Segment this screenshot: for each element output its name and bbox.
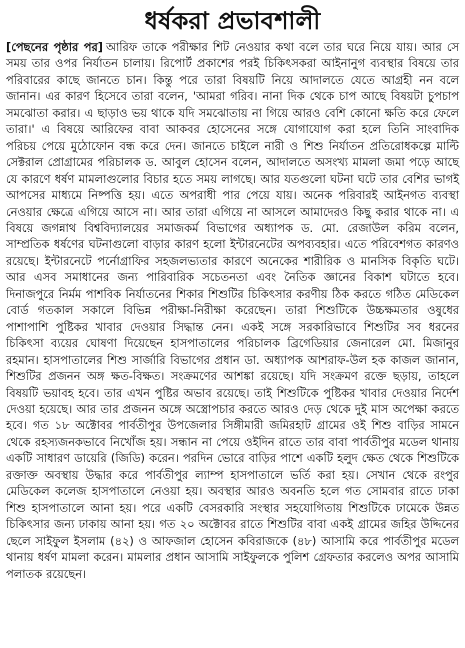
continued-from-tag: [পেছনের পৃষ্ঠার পর] <box>6 40 103 54</box>
article-body <box>6 39 459 582</box>
article-headline: ধর্ষকরা প্রভাবশালী <box>144 7 321 35</box>
article-body-text: আরিফ তাকে পরীক্ষার শিট নেওয়ার কথা বলে তার ঘরে নিয়ে যায়। আর সে সময় তার ওপর নির্যাতন চালায়। রিপোর্ট প্রকাশের পরই চিকিৎসকরা আইনানুগ ব্যবস্থার বিষয়ে তার পরিবারের কাছে জানতে চান। কিন্তু পরে তারা বিষয়টি নিয়ে আদালতে যেতে আগ্রহী নন বলে জানান। এর কারণ হিসেবে তারা বলেন, 'আমরা গরিব। নানা দিক থেকে চাপ আছে বিষয়টা চুপচাপ সমঝোতা করার। এ ছাড়াও ভয় থাকে যদি সমঝোতায় না গিয়ে আরও বেশি কোনো ক্ষতি করে ফেলে তারা।' এ বিষয়ে আরিফের বাবা আকবর হোসেনের সঙ্গে যোগাযোগ করা হলে তিনি সাংবাদিক পরিচয় পেয়ে মুঠোফোন বন্ধ করে দেন। জানতে চাইলে নারী ও শিশু নির্যাতন প্রতিরোধকল্পে মাল্টি সেক্টরাল প্রোগ্রামের পরিচালক ড. আবুল হোসেন বলেন, আদালতে অসংখ্য মামলা জমা পড়ে আছে যে কারণে ধর্ষণ মামলাগুলোর বিচার হতে সময় লাগছে। আর যতগুলো ঘটনা ঘটে তার বেশির ভাগই আপসের মাধ্যমে নিষ্পত্তি হয়। এতে অপরাধী পার পেয়ে যায়। অনেক পরিবারই আইনগত ব্যবস্থা নেওয়ার ক্ষেত্রে এগিয়ে আসে না। আর তারা এগিয়ে না আসলে আমাদেরও কিছু করার থাকে না। এ বিষয়ে জগন্নাথ বিশ্ববিদ্যালয়ের সমাজকর্ম বিভাগের অধ্যাপক ড. মো. রেজাউল করিম বলেন, সাম্প্রতিক ধর্ষণের ঘটনাগুলো বাড়ার কারণ হলো ইন্টারনেটের অপব্যবহার। এতে পরিবেশগত কারণও রয়েছে। ইন্টারনেটে পর্নোগ্রাফির সহজলভ্যতার কারণে অনেকের শারীরিক ও মানসিক বিকৃতি ঘটে। আর এসব সমাধানের জন্য পারিবারিক সচেতনতা এবং নৈতিক জ্ঞানের বিকাশ ঘটাতে হবে। দিনাজপুরে নির্মম পাশবিক নির্যাতনের শিকার শিশুটির চিকিৎসার করণীয় ঠিক করতে গঠিত মেডিকেল বোর্ড গতকাল সকালে বিভিন্ন পরীক্ষা-নিরীক্ষা করেছেন। তারা শিশুটিকে উচ্চক্ষমতার ওষুধের পাশাপাশি পুষ্টিকর খাবার দেওয়ার সিদ্ধান্ত নেন। একই সঙ্গে সরকারিভাবে শিশুটির সব ধরনের চিকিৎসা ব্যয়ের ঘোষণা দিয়েছেন হাসপাতালের পরিচালক ব্রিগেডিয়ার জেনারেল মো. মিজানুর রহমান। হাসপাতালের শিশু সার্জারি বিভাগের প্রধান ডা. অধ্যাপক আশরাফ-উল হক কাজল জানান, শিশুটির প্রজনন অঙ্গ ক্ষত-বিক্ষত। সংক্রমণের আশঙ্কা রয়েছে। যদি সংক্রমণ রক্তে ছড়ায়, তাহলে বিষয়টি ভয়াবহ হবে। তার এখন পুষ্টির অভাব রয়েছে। তাই শিশুটিকে পুষ্টিকর খাবার দেওয়ার নির্দেশ দেওয়া হয়েছে। আর তার প্রজনন অঙ্গে অস্ত্রোপচার করতে আরও দেড় থেকে দুই মাস অপেক্ষা করতে হবে। গত ১৮ অক্টোবর পার্বতীপুর উপজেলার সিঙ্গীমারী জমিরহাট গ্রামের ওই শিশু বাড়ির সামনে থেকে রহস্যজনকভাবে নিখোঁজ হয়। সন্ধান না পেয়ে ওইদিন রাতে তার বাবা পার্বতীপুর মডেল থানায় একটি সাধারণ ডায়েরি (জিডি) করেন। পরদিন ভোরে বাড়ির পাশে একটি হলুদ ক্ষেত থেকে শিশুটিকে রক্তাক্ত অবস্থায় উদ্ধার করে পার্বতীপুর ল্যাম্প হাসপাতালে ভর্তি করা হয়। সেখান থেকে রংপুর মেডিকেল কলেজ হাসপাতালে নেওয়া হয়। অবস্থার আরও অবনতি হলে গত সোমবার রাতে ঢাকা শিশু হাসপাতালে আনা হয়। পরে একটি বেসরকারি সংস্থার সহযোগিতায় শিশুটিকে ঢামেকে উন্নত চিকিৎসার জন্য ঢাকায় আনা হয়। গত ২০ অক্টোবর রাতে শিশুটির বাবা একই গ্রামের জহির উদ্দিনের ছেলে সাইফুল ইসলাম (৪২) ও আফজাল হোসেন কবিরাজকে (৪৮) আসামি করে পার্বতীপুর মডেল থানায় ধর্ষণ মামলা করেন। মামলার প্রধান আসামি সাইফুলকে পুলিশ গ্রেফতার করলেও অপর আসামি পলাতক রয়েছেন। <box>6 40 459 581</box>
